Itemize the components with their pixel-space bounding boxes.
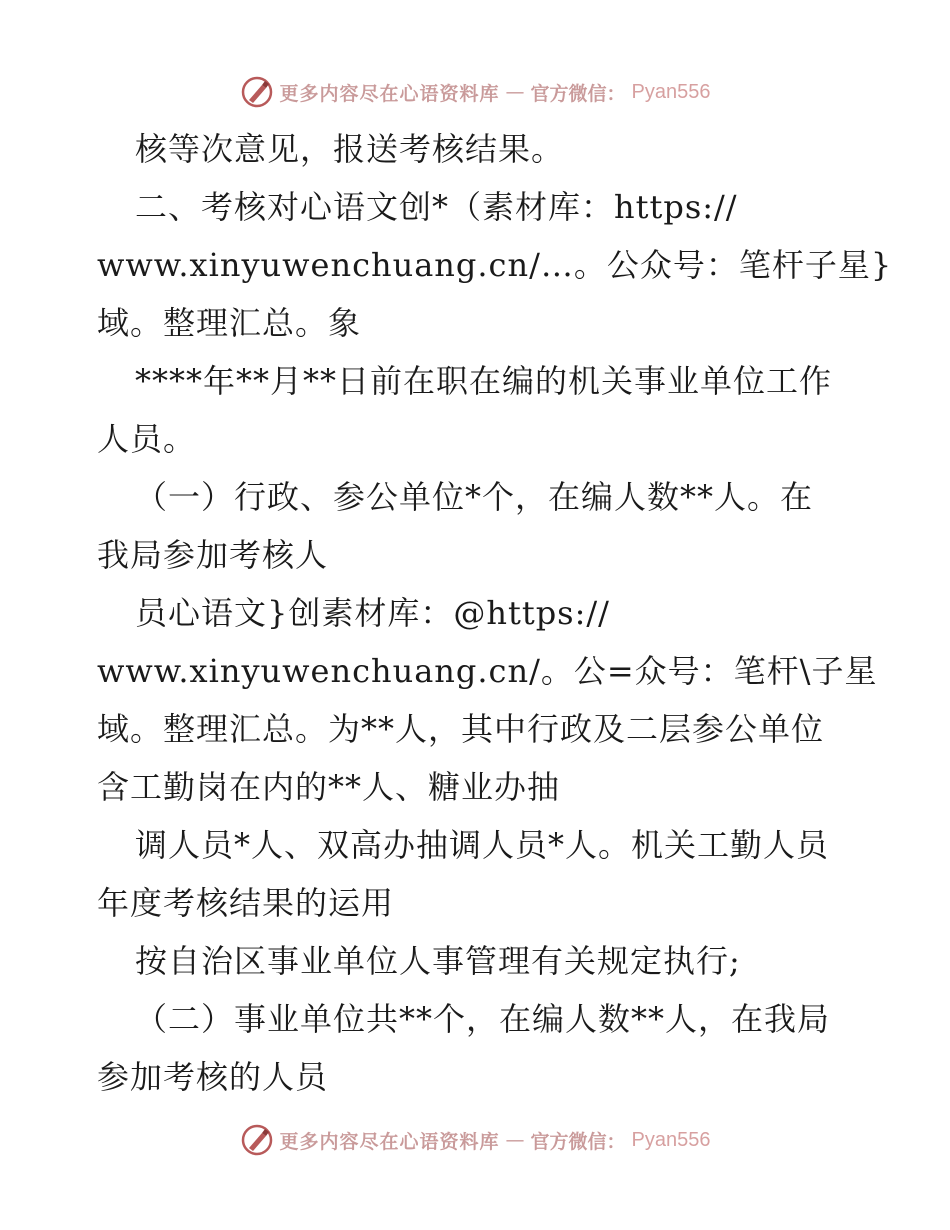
header-wechat-label: 官方微信： [530,82,626,105]
body-line-4: 域。整理汇总。象 [97,304,362,342]
body-line-14: 年度考核结果的运用 [97,884,395,922]
body-line-2: 二、考核对心语文创*（素材库：https:// [135,188,738,226]
header-banner-text: 更多内容尽在心语资料库 [279,82,500,105]
body-line-15: 按自治区事业单位人事管理有关规定执行; [135,942,741,980]
footer-banner-dash: — [505,1129,525,1151]
body-line-17: 参加考核的人员 [97,1058,329,1096]
pen-logo-icon [240,75,274,109]
body-line-9: 员心语文}创素材库：@https:// [135,594,610,632]
body-line-11: 域。整理汇总。为**人，其中行政及二层参公单位 [97,710,825,748]
body-line-10: www.xinyuwenchuang.cn/。公=众号：笔杆\子星 [97,652,878,690]
header-banner [0,70,950,114]
footer-wechat-label: 官方微信： [530,1130,626,1153]
body-line-6: 人员。 [97,420,197,458]
body-line-5: ****年**月**日前在职在编的机关事业单位工作 [135,362,833,400]
header-wechat-id: Pyan556 [631,80,711,103]
header-banner-dash: — [505,81,525,103]
footer-banner-text: 更多内容尽在心语资料库 [279,1130,500,1153]
body-line-12: 含工勤岗在内的**人、糖业办抽 [97,768,561,806]
footer-banner [0,1118,950,1162]
footer-wechat-id: Pyan556 [631,1128,711,1151]
body-line-13: 调人员*人、双高办抽调人员*人。机关工勤人员 [135,826,830,864]
body-line-3: www.xinyuwenchuang.cn/…。公众号：笔杆子星} [97,246,893,284]
pen-logo-icon [240,1123,274,1157]
body-line-8: 我局参加考核人 [97,536,329,574]
document-body [97,120,893,1106]
body-line-1: 核等次意见，报送考核结果。 [135,130,565,168]
body-line-7: （一）行政、参公单位*个，在编人数**人。在 [135,478,814,516]
body-line-16: （二）事业单位共**个，在编人数**人，在我局 [135,1000,831,1038]
